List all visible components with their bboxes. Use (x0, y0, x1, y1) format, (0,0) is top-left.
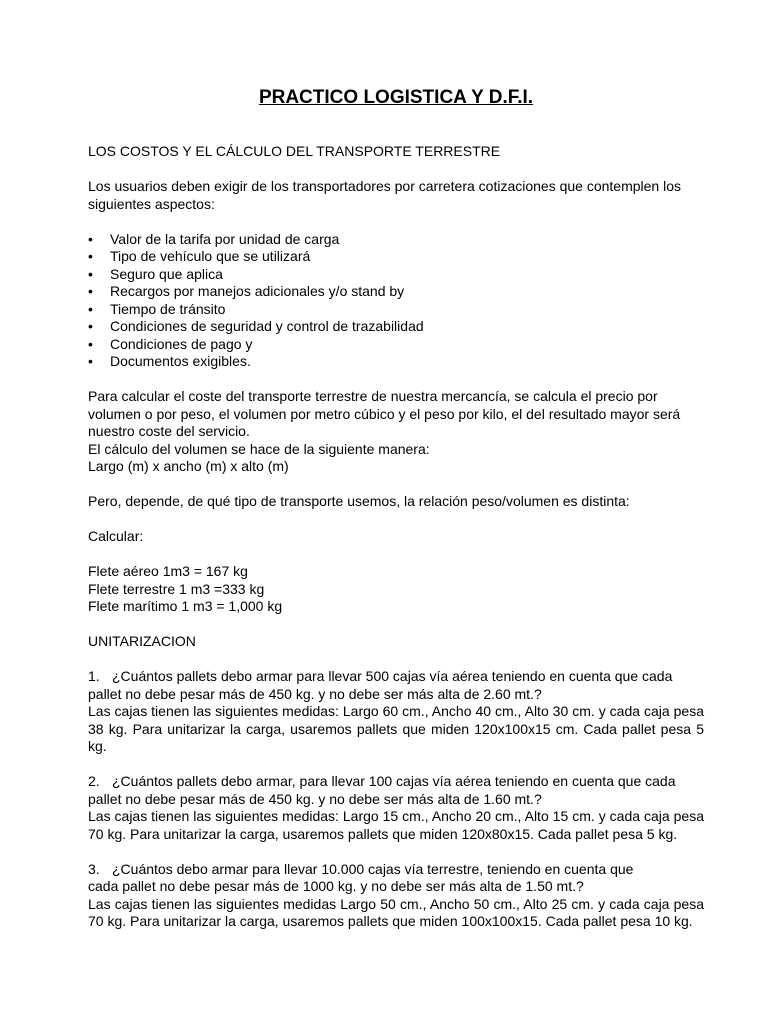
bullet-icon: • (88, 248, 93, 264)
question-2 (88, 773, 704, 843)
calc-paragraph-line: volumen o por peso, el volumen por metro cúbico y el peso por kilo, el del resultado mayor será (88, 405, 681, 422)
question-3 (88, 861, 704, 931)
bullet-icon: • (88, 300, 93, 317)
bullet-icon: • (88, 318, 93, 334)
freight-line: Flete aéreo 1m3 = 167 kg (88, 563, 248, 579)
section-heading-costs: LOS COSTOS Y EL CÁLCULO DEL TRANSPORTE TERRESTRE (88, 143, 501, 159)
bullet-icon: • (88, 265, 93, 282)
aspects-list (88, 231, 704, 371)
freight-line: Flete terrestre 1 m3 =333 kg (88, 580, 265, 597)
freight-line: Flete marítimo 1 m3 = 1,000 kg (88, 598, 283, 614)
list-item-text: Condiciones de seguridad y control de trazabilidad (110, 318, 424, 334)
list-item-text: Recargos por manejos adicionales y/o stand by (110, 283, 405, 299)
bullet-icon: • (88, 353, 93, 369)
question-text: ¿Cuántos pallets debo armar para llevar 500 cajas vía aérea teniendo en cuenta que cada (112, 668, 673, 684)
question-number: 2. (88, 773, 100, 789)
question-body: Las cajas tienen las siguientes medidas: Largo 60 cm., Ancho 40 cm., Alto 30 cm. y cada caja pesa 38 kg. Para unitarizar la carga, usaremos pallets que miden 120x100x15 cm. Cada pallet pesa 5 kg. (88, 703, 704, 754)
question-number: 1. (88, 668, 100, 684)
list-item (88, 318, 704, 336)
list-item-text: Tiempo de tránsito (110, 300, 226, 317)
question-body: Las cajas tienen las siguientes medidas: Largo 15 cm., Ancho 20 cm., Alto 15 cm. y cada caja pesa 70 kg. Para unitarizar la carga, usaremos pallets que miden 120x80x15. Cada pallet pesa 5 kg. (88, 808, 704, 842)
question-text: pallet no debe pesar más de 450 kg. y no debe ser más alta de 1.60 mt.? (88, 790, 542, 807)
list-item-text: Tipo de vehículo que se utilizará (110, 248, 311, 264)
question-body: Las cajas tienen las siguientes medidas Largo 50 cm., Ancho 50 cm., Alto 25 cm. y cada caja pesa 70 kg. Para unitarizar la carga, usaremos pallets que miden 100x100x15. Cada pallet pesa 10 kg. (88, 895, 704, 929)
intro-line: Los usuarios deben exigir de los transportadores por carretera cotizaciones que contemplen los (88, 178, 682, 194)
section-heading-unitarizacion: UNITARIZACION (88, 633, 196, 649)
question-1 (88, 668, 704, 756)
question-text: pallet no debe pesar más de 450 kg. y no debe ser más alta de 2.60 mt.? (88, 685, 542, 702)
calcular-label: Calcular: (88, 528, 144, 544)
depends-line: Pero, depende, de qué tipo de transporte usemos, la relación peso/volumen es distinta: (88, 493, 630, 509)
list-item (88, 353, 704, 371)
bullet-icon: • (88, 335, 93, 352)
document-title: PRACTICO LOGISTICA Y D.F.I. (258, 87, 534, 108)
calc-paragraph-line: El cálculo del volumen se hace de la siguiente manera: (88, 440, 430, 457)
list-item (88, 283, 704, 301)
list-item (88, 231, 704, 249)
list-item-text: Documentos exigibles. (110, 353, 251, 369)
document-body (88, 143, 704, 931)
list-item (88, 301, 704, 319)
bullet-icon: • (88, 230, 93, 247)
bullet-icon: • (88, 283, 93, 299)
list-item-text: Valor de la tarifa por unidad de carga (110, 230, 340, 247)
list-item-text: Seguro que aplica (110, 265, 223, 282)
calc-paragraph-line: nuestro coste del servicio. (88, 423, 250, 439)
list-item (88, 266, 704, 284)
list-item-text: Condiciones de pago y (110, 335, 253, 352)
question-text: ¿Cuántos pallets debo armar, para llevar 100 cajas vía aérea teniendo en cuenta que cada (112, 773, 676, 789)
volume-formula: Largo (m) x ancho (m) x alto (m) (88, 458, 289, 474)
intro-line: siguientes aspectos: (88, 195, 215, 212)
question-text: cada pallet no debe pesar más de 1000 kg. y no debe ser más alta de 1.50 mt.? (88, 878, 584, 894)
question-number: 3. (88, 860, 100, 877)
question-text: ¿Cuántos debo armar para llevar 10.000 cajas vía terrestre, teniendo en cuenta que (112, 860, 634, 877)
calc-paragraph-line: Para calcular el coste del transporte terrestre de nuestra mercancía, se calcula el precio por (88, 388, 658, 404)
list-item (88, 336, 704, 354)
list-item (88, 248, 704, 266)
